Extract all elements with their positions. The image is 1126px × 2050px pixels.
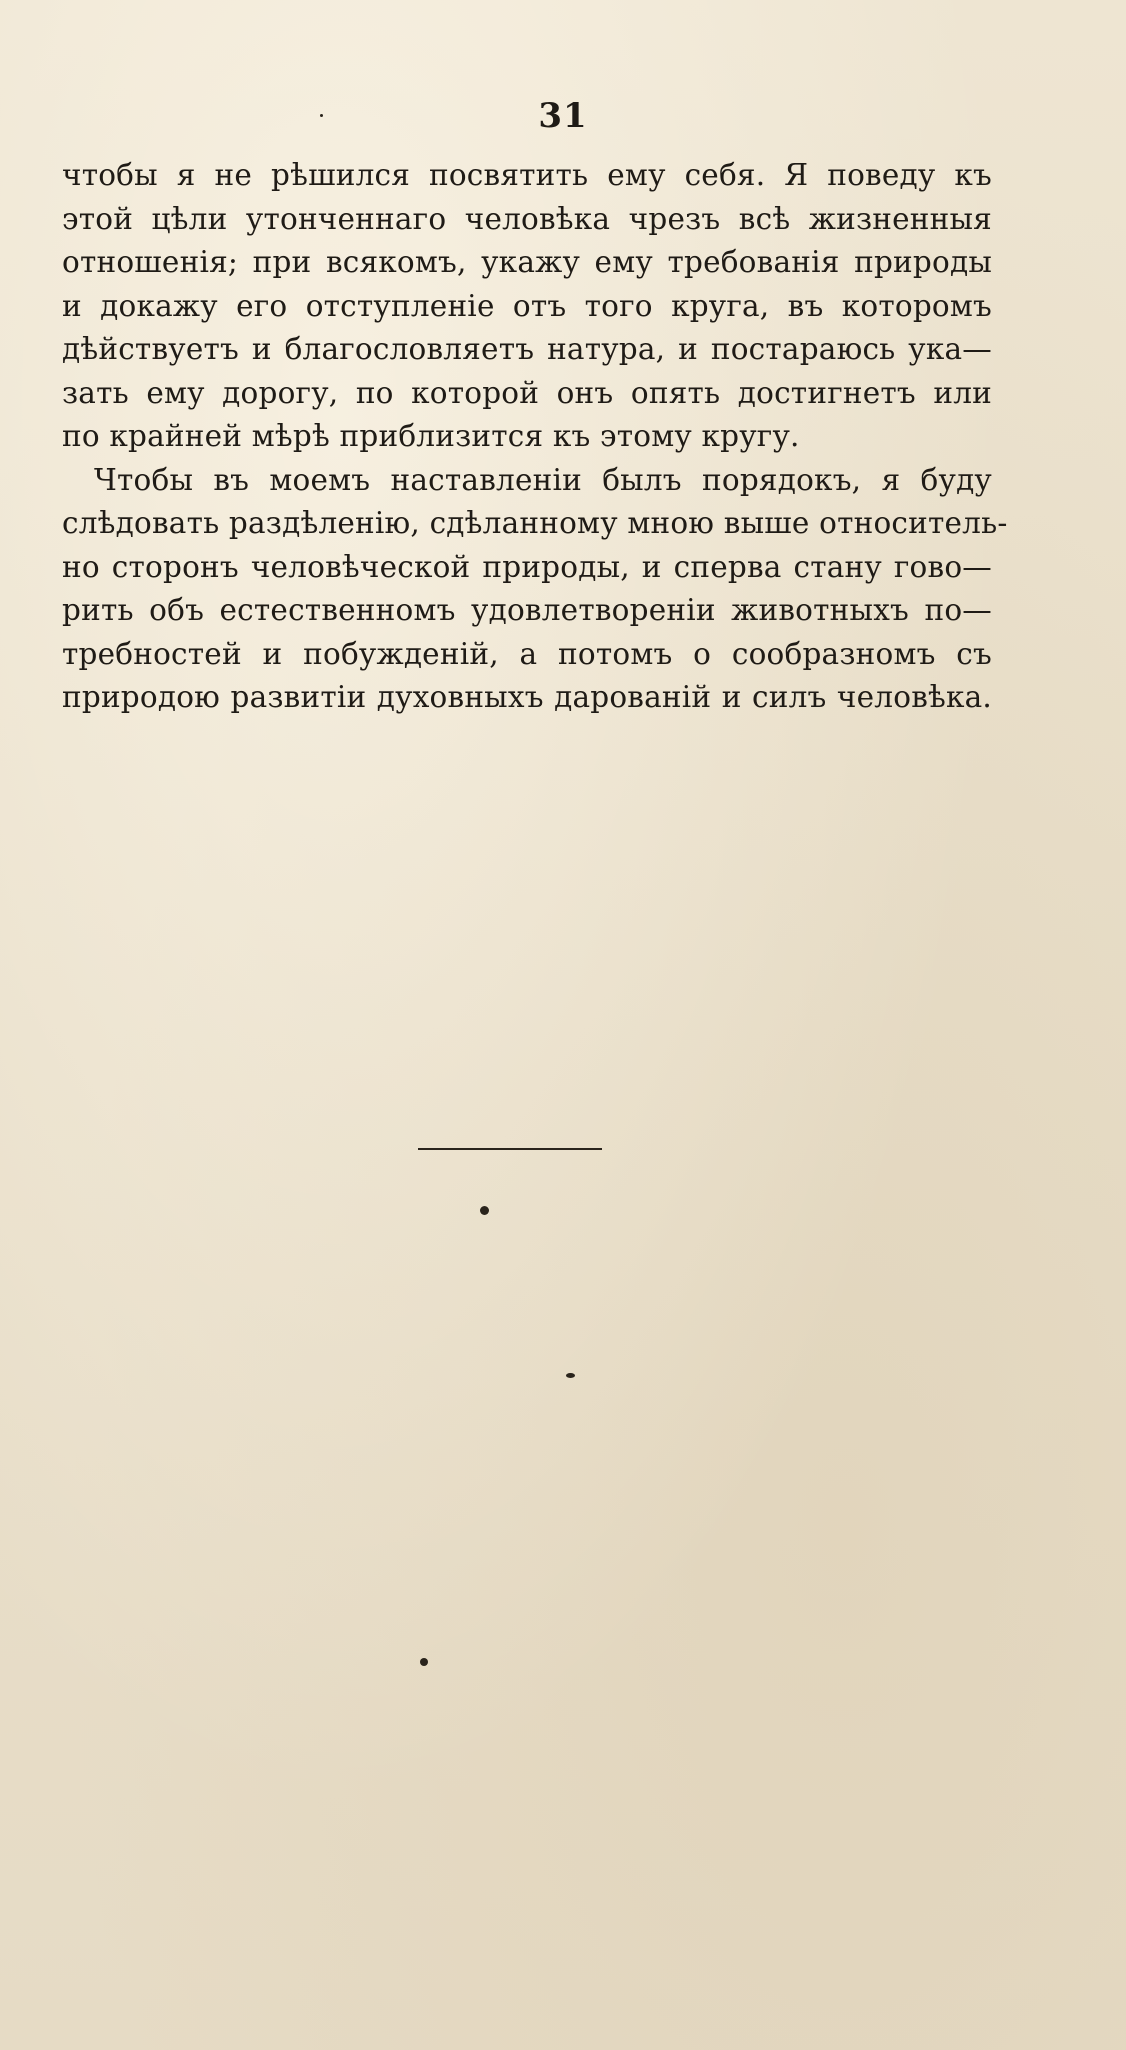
text-line: дѣйствуетъ и благословляетъ натура, и постараюсь ука— xyxy=(62,332,992,366)
text-line: и докажу его отступленіе отъ того круга, въ которомъ xyxy=(62,288,992,323)
body-text xyxy=(62,154,1008,720)
ink-speck xyxy=(320,114,323,117)
text-line: этой цѣли утонченнаго человѣка чрезъ всѣ жизненныя xyxy=(62,201,992,236)
text-line: Чтобы въ моемъ наставленіи былъ порядокъ, я буду xyxy=(94,462,992,497)
ink-speck xyxy=(566,1373,575,1378)
text-line: слѣдовать раздѣленію, сдѣланному мною выше относитель- xyxy=(62,506,1008,540)
paragraph-1 xyxy=(62,154,992,459)
text-line: рить объ естественномъ удовлетвореніи животныхъ по— xyxy=(62,593,992,627)
text-line: зать ему дорогу, по которой онъ опять достигнетъ или xyxy=(62,375,992,410)
text-line: по крайней мѣрѣ приблизится къ этому кругу. xyxy=(62,419,800,453)
page-number: 31 xyxy=(538,96,588,136)
ink-speck xyxy=(480,1206,489,1215)
ink-speck xyxy=(420,1658,428,1666)
text-line: природою развитіи духовныхъ дарованій и силъ человѣка. xyxy=(62,680,992,714)
text-line: чтобы я не рѣшился посвятить ему себя. Я поведу къ xyxy=(62,158,992,192)
text-line: требностей и побужденій, а потомъ о сообразномъ съ xyxy=(62,636,992,671)
paragraph-2 xyxy=(62,459,1008,720)
text-line: отношенія; при всякомъ, укажу ему требованія природы xyxy=(62,245,992,279)
text-line: но сторонъ человѣческой природы, и сперва стану гово— xyxy=(62,549,992,584)
section-divider xyxy=(418,1148,602,1150)
